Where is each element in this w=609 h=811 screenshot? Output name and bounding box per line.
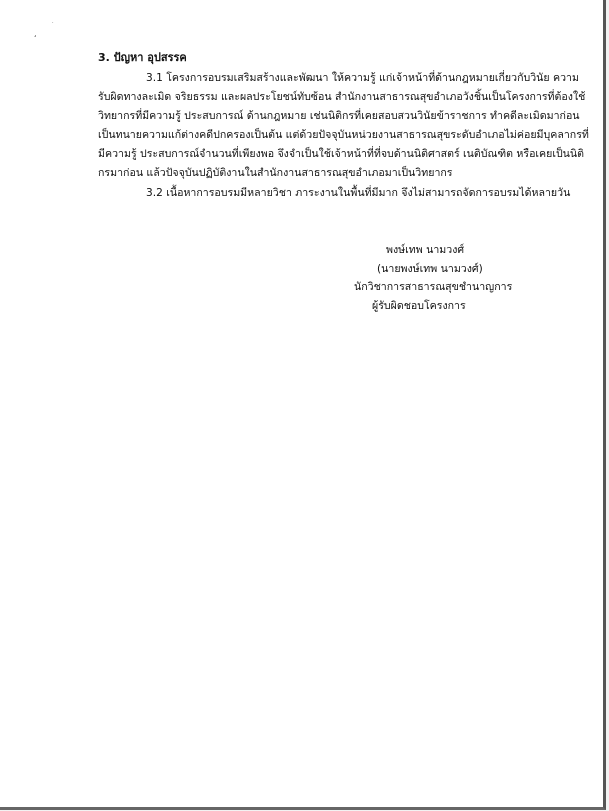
paragraph-1-line-5: มีความรู้ ประสบการณ์จำนวนที่เพียงพอ จึงจำเป็นใช้เจ้าหน้าที่ที่จบด้านนิติศาสตร์ เนติบัณฑิต หรือเคยเป็นนิติ bbox=[98, 148, 585, 160]
signature-name: พงษ์เทพ นามวงศ์ bbox=[386, 244, 465, 256]
paragraph-1-line-3: วิทยากรที่มีความรู้ ประสบการณ์ ด้านกฎหมาย เช่นนิติกรที่เคยสอบสวนวินัยข้าราชการ ทำคดีละเมิดมาก่อน bbox=[98, 110, 580, 122]
scan-speck: ʻ bbox=[34, 34, 37, 43]
paragraph-1-line-6: กรมาก่อน แล้วปัจจุบันปฏิบัติงานในสำนักงานสาธารณสุขอำเภอมาเป็นวิทยากร bbox=[98, 167, 453, 179]
signature-role: ผู้รับผิดชอบโครงการ bbox=[372, 300, 466, 312]
paragraph-1-line-4: เป็นทนายความแก้ต่างคดีปกครองเป็นต้น แต่ด้วยปัจจุบันหน่วยงานสาธารณสุขระดับอำเภอไม่ค่อยมีบุคลากรที่ bbox=[98, 129, 589, 141]
section-heading: 3. ปัญหา อุปสรรค bbox=[98, 51, 187, 64]
paragraph-1-line-1: 3.1 โครงการอบรมเสริมสร้างและพัฒนา ให้ความรู้ แก่เจ้าหน้าที่ด้านกฎหมายเกี่ยวกับวินัย ความ bbox=[146, 72, 579, 84]
paragraph-1-line-2: รับผิดทางละเมิด จริยธรรม และผลประโยชน์ทับซ้อน สำนักงานสาธารณสุขอำเภอวังชิ้นเป็นโครงการที่ต้องใช้ bbox=[98, 91, 586, 103]
paragraph-2: 3.2 เนื้อหาการอบรมมีหลายวิชา ภาระงานในพื้นที่มีมาก จึงไม่สามารถจัดการอบรมได้หลายวัน bbox=[146, 187, 571, 199]
scan-speck: · bbox=[52, 20, 54, 26]
signature-position: นักวิชาการสาธารณสุขชำนาญการ bbox=[354, 281, 513, 293]
signature-full-name: (นายพงษ์เทพ นามวงศ์) bbox=[377, 263, 483, 275]
